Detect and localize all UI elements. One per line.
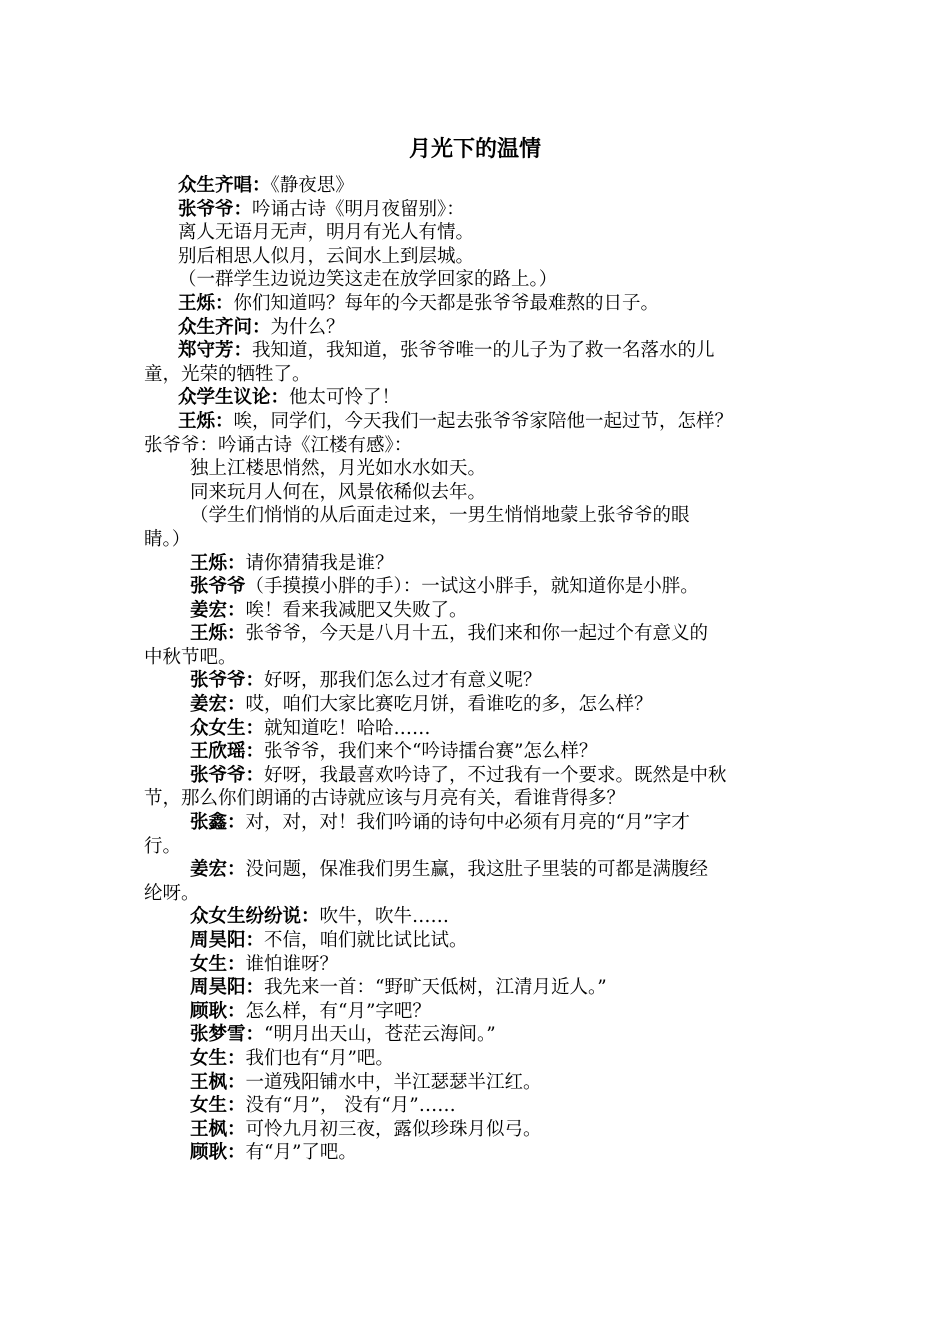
script-line [144, 504, 814, 528]
line-text: 行。 [144, 835, 182, 857]
line-text: 童，光荣的牺牲了。 [144, 363, 311, 385]
script-line [144, 268, 814, 292]
line-text: 纶呀。 [144, 882, 200, 904]
line-text: 可怜九月初三夜，露似珍珠月似弓。 [245, 1118, 542, 1140]
script-line [144, 434, 814, 458]
line-text: （学生们悄悄的从后面走过来，一男生悄悄地蒙上张爷爷的眼 [190, 505, 690, 527]
line-text: 唉！看来我减肥又失败了。 [245, 599, 468, 621]
speaker-name: 女生： [190, 1095, 246, 1117]
speaker-name: 王枫： [190, 1071, 246, 1093]
line-text: 好呀，我最喜欢吟诗了，不过我有一个要求。既然是中秋 [264, 764, 727, 786]
script-line [144, 1141, 814, 1165]
script-line [144, 198, 814, 222]
line-text: 就知道吃！哈哈…… [264, 717, 431, 739]
line-text: 对，对，对！我们吟诵的诗句中必须有月亮的“月”字才 [245, 812, 690, 834]
speaker-name: 众生齐问： [178, 316, 271, 338]
speaker-name: 女生： [190, 1047, 246, 1069]
speaker-name: 周昊阳： [190, 977, 265, 999]
script-line [144, 1023, 814, 1047]
script-line [144, 363, 814, 387]
line-text: 没问题，保准我们男生赢，我这肚子里装的可都是满腹经 [245, 859, 709, 881]
speaker-name: 张鑫： [190, 812, 246, 834]
script-line [144, 1118, 814, 1142]
script-line [144, 410, 814, 434]
speaker-name: 王烁： [190, 552, 246, 574]
line-text: 节，那么你们朗诵的古诗就应该与月亮有关，看谁背得多？ [144, 788, 626, 810]
speaker-name: 张爷爷： [190, 670, 265, 692]
script-line [144, 174, 814, 198]
line-text: 独上江楼思悄然，月光如水水如天。 [190, 458, 487, 480]
script-line [144, 457, 814, 481]
speaker-name: 姜宏： [190, 599, 246, 621]
speaker-name: 王烁： [178, 292, 234, 314]
script-line [144, 976, 814, 1000]
script-line [144, 481, 814, 505]
script-line [144, 552, 814, 576]
script-line [144, 599, 814, 623]
script-line [144, 1000, 814, 1024]
speaker-name: 众生齐唱： [178, 175, 271, 196]
script-line [144, 882, 814, 906]
document-title: 月光下的温情 [408, 136, 541, 162]
speaker-name: 周昊阳： [190, 930, 265, 951]
script-line [144, 575, 814, 599]
speaker-name: 众学生议论： [178, 387, 290, 409]
line-text: 谁怕谁呀？ [245, 953, 339, 975]
line-text: 唉，同学们，今天我们一起去张爷爷家陪他一起过节，怎样？ [233, 410, 734, 432]
line-text: 吹牛，吹牛…… [319, 906, 450, 928]
script-line [144, 905, 814, 929]
speaker-name: 张爷爷 [190, 576, 246, 598]
line-text: 没有“月”， 没有“月”…… [245, 1095, 456, 1117]
line-text: 为什么？ [270, 316, 345, 338]
speaker-name: 张爷爷： [190, 764, 265, 786]
script-line [144, 646, 814, 670]
script-line [144, 835, 814, 859]
script-line [144, 787, 814, 811]
line-text: 哎，咱们大家比赛吃月饼，看谁吃的多，怎么样？ [245, 694, 653, 716]
line-text: 张爷爷：吟诵古诗《江楼有感》： [144, 434, 413, 456]
line-text: （一群学生边说边笑这走在放学回家的路上。） [178, 269, 558, 291]
line-text: 同来玩月人何在，风景依稀似去年。 [190, 481, 487, 503]
script-line [144, 1094, 814, 1118]
speaker-name: 王欣瑶： [190, 741, 265, 763]
speaker-name: 王枫： [190, 1118, 246, 1140]
speaker-name: 姜宏： [190, 859, 246, 881]
script-line [144, 1071, 814, 1095]
speaker-name: 张爷爷： [178, 198, 253, 220]
line-text: 中秋节吧。 [144, 646, 237, 668]
line-text: 好呀，那我们怎么过才有意义呢？ [264, 670, 542, 692]
script-line [144, 764, 814, 788]
speaker-name: 郑守芳： [178, 340, 253, 362]
script-line [144, 528, 814, 552]
script-line [144, 740, 814, 764]
line-text: “明月出天山，苍茫云海间。” [264, 1024, 496, 1046]
line-text: 我先来一首：“野旷天低树，江清月近人。” [264, 977, 607, 999]
script-line [144, 316, 814, 340]
speaker-name: 王烁： [190, 623, 246, 645]
speaker-name: 顾耿： [190, 1142, 246, 1164]
script-line [144, 811, 814, 835]
line-text: 你们知道吗？每年的今天都是张爷爷最难熬的日子。 [233, 292, 660, 314]
line-text: 请你猜猜我是谁？ [245, 552, 394, 574]
script-line [144, 669, 814, 693]
speaker-name: 张梦雪： [190, 1024, 265, 1046]
speaker-name: 众女生纷纷说： [190, 906, 320, 928]
speaker-name: 姜宏： [190, 694, 246, 716]
line-text: 《静夜思》 [270, 175, 354, 196]
script-line [144, 245, 814, 269]
line-text: 我知道，我知道，张爷爷唯一的儿子为了救一名落水的儿 [252, 340, 715, 362]
script-line [144, 717, 814, 741]
line-text: 张爷爷，我们来个“吟诗擂台赛”怎么样？ [264, 741, 598, 763]
line-text: 他太可怜了！ [289, 387, 401, 409]
line-text: 睛。） [144, 528, 191, 550]
speaker-name: 众女生： [190, 717, 265, 739]
line-text: 张爷爷，今天是八月十五，我们来和你一起过个有意义的 [245, 623, 709, 645]
script-line [144, 386, 814, 410]
line-text: 一道残阳铺水中，半江瑟瑟半江红。 [245, 1071, 542, 1093]
document-body [144, 174, 814, 1165]
line-text: 怎么样，有“月”字吧？ [245, 1000, 431, 1022]
speaker-name: 女生： [190, 953, 246, 975]
line-text: 吟诵古诗《明月夜留别》： [252, 198, 465, 220]
line-text: 离人无语月无声，明月有光人有情。 [178, 222, 475, 244]
line-text: 有“月”了吧。 [245, 1142, 357, 1164]
script-line [144, 858, 814, 882]
line-text: （手摸摸小胖的手）：一试这小胖手，就知道你是小胖。 [245, 576, 699, 598]
script-line [144, 693, 814, 717]
line-text: 不信，咱们就比试比试。 [264, 930, 468, 951]
line-text: 我们也有“月”吧。 [245, 1047, 394, 1069]
script-line [144, 953, 814, 977]
script-line [144, 929, 814, 953]
script-line [144, 339, 814, 363]
script-line [144, 221, 814, 245]
script-line [144, 622, 814, 646]
speaker-name: 顾耿： [190, 1000, 246, 1022]
line-text: 别后相思人似月，云间水上到层城。 [178, 245, 475, 267]
script-line [144, 292, 814, 316]
script-line [144, 1047, 814, 1071]
speaker-name: 王烁： [178, 410, 234, 432]
